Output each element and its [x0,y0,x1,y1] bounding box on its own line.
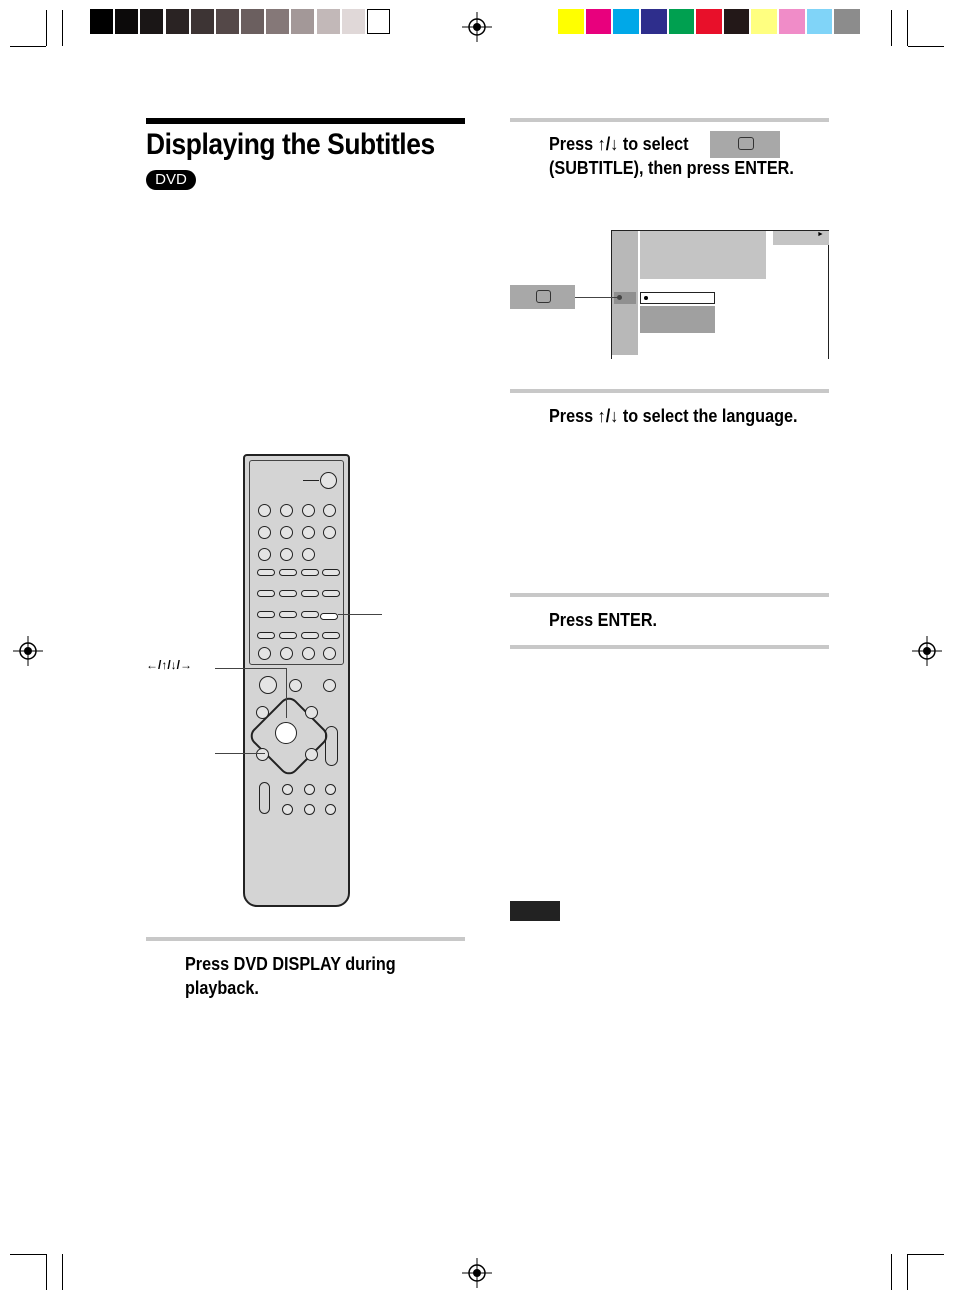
calibration-swatch [241,9,264,34]
osd-selection-box [640,292,715,304]
remote-button-icon [257,611,275,618]
power-button-icon [320,472,337,489]
remote-button-icon [323,647,336,660]
calibration-swatch [613,9,639,34]
calibration-swatch [166,9,189,34]
registration-mark-bottom [462,1258,492,1288]
callout-enter [215,753,265,754]
calibration-swatch [724,9,750,34]
step-1-rule [146,937,465,941]
remote-button-icon [302,504,315,517]
callout-arrows [215,668,287,669]
calibration-swatch [140,9,163,34]
remote-button-icon [323,526,336,539]
osd-screen: ► [611,230,829,359]
page-title: Displaying the Subtitles [146,128,435,161]
calibration-swatch [669,9,695,34]
remote-button-icon [279,590,297,597]
calibration-swatch [191,9,214,34]
calibration-swatch [216,9,239,34]
remote-button-icon [280,526,293,539]
remote-button-icon [279,569,297,576]
remote-button-icon [258,504,271,517]
registration-mark-top [462,12,492,42]
calibration-swatch [558,9,584,34]
remote-button-icon [302,647,315,660]
remote-button-icon [258,548,271,561]
calibration-swatch [586,9,612,34]
dvd-display-button-icon [320,613,338,620]
remote-button-icon [322,632,340,639]
calibration-swatch [696,9,722,34]
arrow-keys-label: ←/↑/↓/→ [146,658,193,672]
grayscale-calibration-bar [90,9,392,34]
step-2-text: Press ↑/↓ to select (SUBTITLE), then press ENTER. [549,134,794,178]
step-1-text: Press DVD DISPLAY during playback. [185,954,396,998]
calibration-swatch [266,9,289,34]
calibration-swatch [115,9,138,34]
registration-mark-right [912,636,942,666]
step-4-rule [510,593,829,597]
remote-button-icon [322,569,340,576]
calibration-swatch [807,9,833,34]
color-calibration-bar [558,9,862,34]
remote-button-icon [323,504,336,517]
step-2-rule [510,118,829,122]
remote-button-icon [258,647,271,660]
registration-mark-left [13,636,43,666]
step-3-text: Press ↑/↓ to select the language. [549,406,798,426]
remote-control-illustration [243,454,350,907]
dvd-badge: DVD [146,170,196,190]
remote-button-icon [301,632,319,639]
remote-button-icon [258,526,271,539]
remote-button-icon [302,548,315,561]
calibration-swatch [751,9,777,34]
calibration-swatch [834,9,860,34]
calibration-swatch [317,9,340,34]
remote-button-icon [301,590,319,597]
enter-button-icon [275,722,297,744]
note-badge [510,901,560,921]
remote-button-icon [301,569,319,576]
calibration-swatch [291,9,314,34]
calibration-swatch [641,9,667,34]
remote-button-icon [279,632,297,639]
stop-button-icon [323,679,336,692]
title-rule [146,118,465,124]
remote-button-icon [302,526,315,539]
remote-button-icon [279,611,297,618]
calibration-swatch [90,9,113,34]
remote-button-icon [322,590,340,597]
remote-button-icon [257,569,275,576]
remote-button-icon [280,548,293,561]
remote-button-icon [280,647,293,660]
step-3-rule [510,389,829,393]
remote-button-icon [301,611,319,618]
remote-button-icon [257,590,275,597]
subtitle-icon [710,131,780,158]
step-4-text: Press ENTER. [549,610,658,630]
calibration-swatch [779,9,805,34]
calibration-swatch [342,9,365,34]
pause-button-icon [289,679,302,692]
step-end-rule [510,645,829,649]
remote-button-icon [280,504,293,517]
osd-subtitle-icon [510,285,575,309]
remote-button-icon [257,632,275,639]
callout-dvd-display [338,614,382,615]
calibration-swatch [367,9,390,34]
play-button-icon [259,676,277,694]
